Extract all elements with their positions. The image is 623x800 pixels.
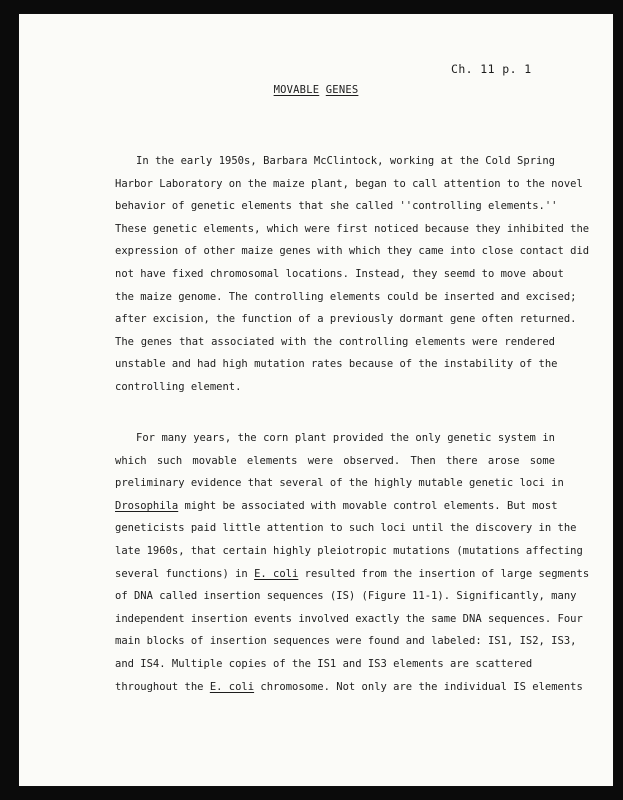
text-line: the maize genome. The controlling elements could be inserted and excised;	[115, 290, 577, 303]
text-line: late 1960s, that certain highly pleiotropic mutations (mutations affecting	[115, 544, 583, 557]
text-line	[115, 495, 558, 518]
title-word-2: GENES	[325, 84, 359, 96]
text-line: behavior of genetic elements that she called ''controlling elements.''	[115, 200, 558, 213]
text-line: main blocks of insertion sequences were found and labeled: IS1, IS2, IS3,	[115, 635, 577, 648]
text-segment: several functions) in	[115, 567, 255, 580]
text-line: Harbor Laboratory on the maize plant, began to call attention to the novel	[115, 177, 583, 190]
document	[19, 14, 613, 786]
text-line	[115, 676, 583, 699]
document-title	[19, 84, 613, 96]
text-line: and IS4. Multiple copies of the IS1 and IS3 elements are scattered	[115, 657, 533, 670]
text-line: In the early 1950s, Barbara McClintock, working at the Cold Spring	[136, 155, 555, 167]
genus-drosophila: Drosophila	[115, 499, 179, 512]
text-line: The genes that associated with the controlling elements were rendered	[115, 335, 555, 348]
text-line	[115, 563, 590, 586]
paragraph-1	[115, 150, 590, 399]
text-line: not have fixed chromosomal locations. Instead, they seemd to move about	[115, 267, 564, 280]
text-line: For many years, the corn plant provided the only genetic system in	[136, 432, 555, 444]
text-line: after excision, the function of a previously dormant gene often returned.	[115, 313, 577, 326]
text-segment: chromosome. Not only are the individual IS elements	[254, 680, 583, 693]
text-line: of DNA called insertion sequences (IS) (Figure 11-1). Significantly, many	[115, 590, 577, 603]
text-line: unstable and had high mutation rates because of the instability of the	[115, 358, 558, 371]
text-line: independent insertion events involved exactly the same DNA sequences. Four	[115, 612, 583, 625]
paragraph-2	[115, 427, 590, 698]
text-line: preliminary evidence that several of the highly mutable genetic loci in	[115, 477, 564, 490]
species-e-coli: E. coli	[209, 680, 255, 693]
species-e-coli: E. coli	[254, 567, 299, 580]
text-line: which such movable elements were observed. Then there arose some	[115, 454, 555, 467]
text-line: geneticists paid little attention to such loci until the discovery in the	[115, 522, 577, 535]
page-reference: Ch. 11 p. 1	[451, 62, 532, 76]
title-word-1: MOVABLE	[273, 84, 320, 96]
text-line: expression of other maize genes with which they came into close contact did	[115, 245, 590, 258]
text-segment: throughout the	[115, 680, 210, 693]
text-line: These genetic elements, which were first noticed because they inhibited the	[115, 222, 590, 235]
text-segment: might be associated with movable control elements. But most	[178, 499, 558, 512]
text-line: controlling element.	[115, 380, 242, 393]
text-segment: resulted from the insertion of large segments	[298, 567, 590, 580]
